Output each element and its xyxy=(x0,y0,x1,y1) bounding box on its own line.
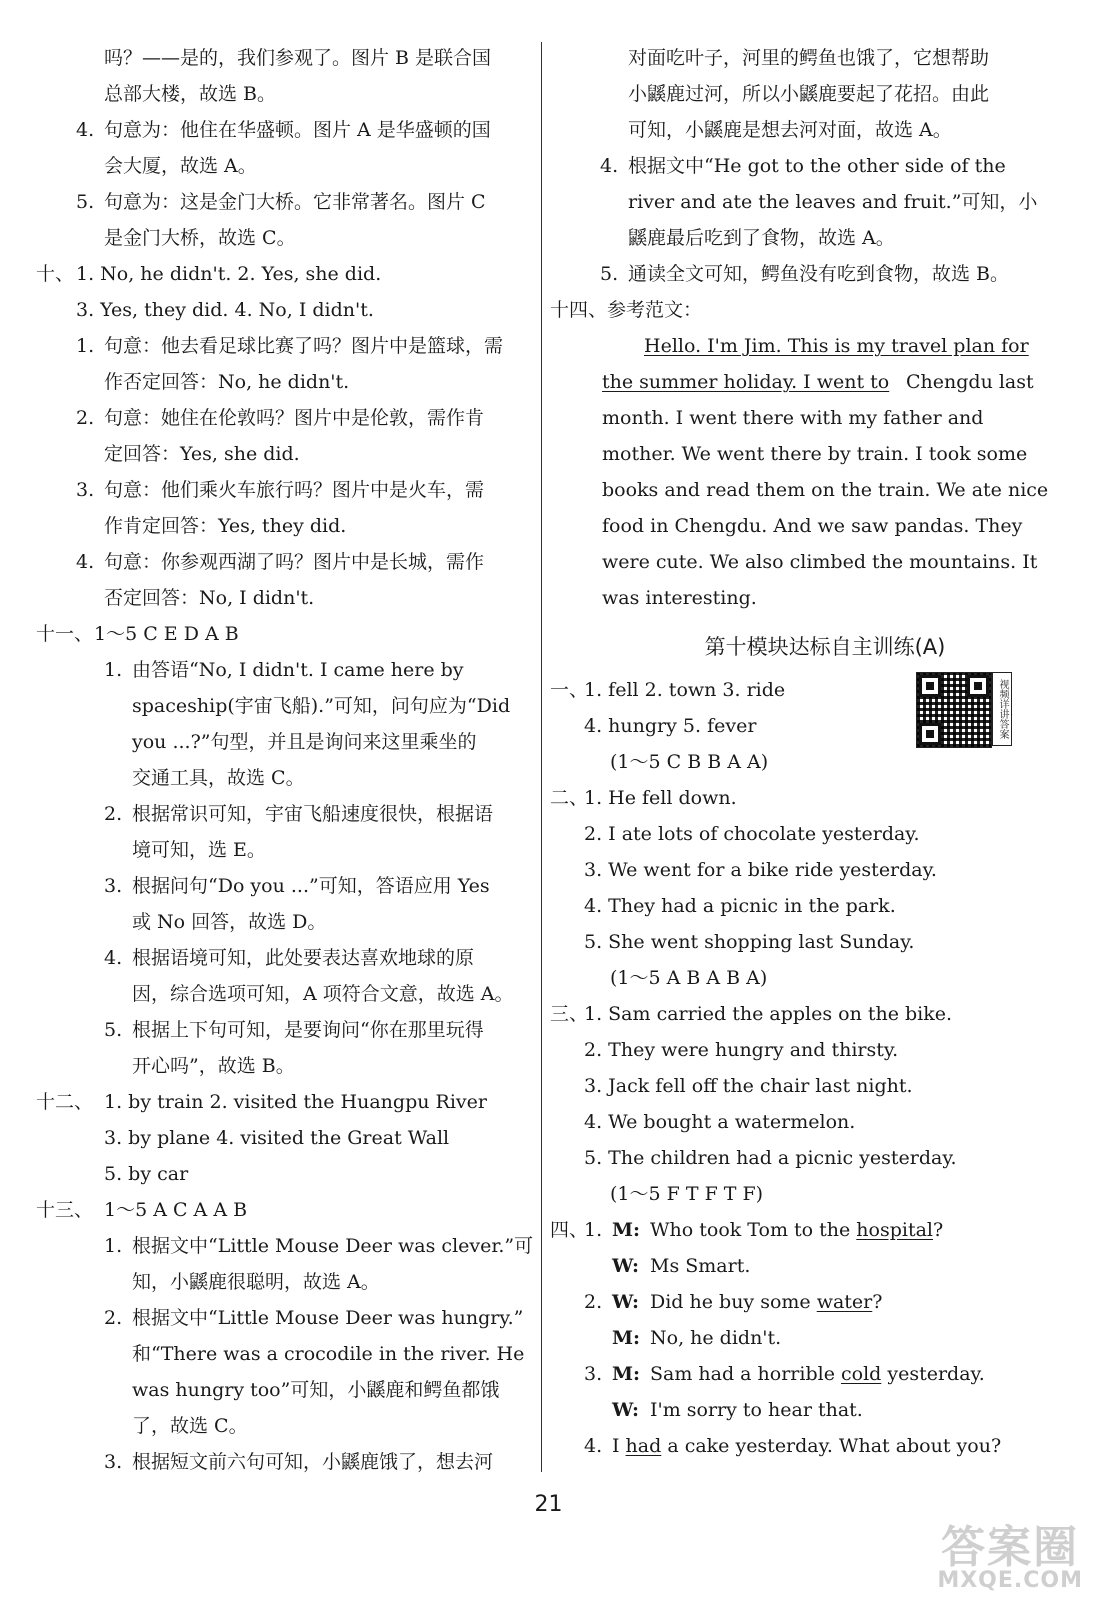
text-line: 作肯定回答：Yes, they did. xyxy=(104,515,347,537)
text-line: 对面吃叶子，河里的鳄鱼也饿了，它想帮助 xyxy=(628,47,990,69)
answer-item: 3. 句意：他们乘火车旅行吗？图片中是火车，需 xyxy=(76,479,485,501)
text-line: 5. by car xyxy=(104,1163,189,1185)
answer-item: 2. 根据常识可知，宇宙飞船速度很快，根据语 xyxy=(104,803,494,825)
text-line: was hungry too”可知，小鼷鹿和鳄鱼都饿 xyxy=(132,1379,500,1401)
text-line: 是金门大桥，故选 C。 xyxy=(104,227,296,249)
essay-line: Hello. I'm Jim. This is my travel plan for xyxy=(644,335,1029,357)
text-line: 5. She went shopping last Sunday. xyxy=(584,931,915,953)
section-13: 十三、 1～5 A C A A B xyxy=(36,1199,248,1221)
essay-line: mother. We went there by train. I took some xyxy=(602,443,1028,465)
essay-line: was interesting. xyxy=(602,587,757,609)
dialogue-line: M: No, he didn't. xyxy=(612,1327,782,1349)
section-4: 四、 1. M: Who took Tom to the hospital? xyxy=(550,1219,944,1241)
answer-item: 1. 根据文中“Little Mouse Deer was clever.”可 xyxy=(104,1235,534,1257)
text-line: 3. We went for a bike ride yesterday. xyxy=(584,859,937,881)
text-line: 和“There was a crocodile in the river. He xyxy=(132,1343,525,1365)
answer-item: 2. 句意：她住在伦敦吗？图片中是伦敦，需作肯 xyxy=(76,407,485,429)
answer-item: 5. 根据上下句可知，是要询问“你在那里玩得 xyxy=(104,1019,484,1041)
section-11: 十一、 1～5 C E D A B xyxy=(36,623,239,645)
right-column xyxy=(550,40,1049,1464)
essay-line: books and read them on the train. We ate nice xyxy=(602,479,1049,501)
text-line: 小鼷鹿过河，所以小鼷鹿要起了花招。由此 xyxy=(628,83,990,105)
text-line: 4. hungry 5. fever xyxy=(584,715,757,737)
qr-caption: 视频详讲答案 xyxy=(992,672,1012,746)
answer-item: 4. 根据语境可知，此处要表达喜欢地球的原 xyxy=(104,947,475,969)
text-line: (1～5 F T F T F) xyxy=(610,1183,764,1205)
answer-item: 3. 根据短文前六句可知，小鼷鹿饿了，想去河 xyxy=(104,1451,494,1473)
text-line: 吗？——是的，我们参观了。图片 B 是联合国 xyxy=(104,47,492,69)
text-line: 2. They were hungry and thirsty. xyxy=(584,1039,899,1061)
text-line: river and ate the leaves and fruit.”可知，小 xyxy=(628,191,1038,213)
text-line: 可知，小鼷鹿是想去河对面，故选 A。 xyxy=(628,119,952,141)
text-line: 总部大楼，故选 B。 xyxy=(104,83,277,105)
answer-item: 1. 句意：他去看足球比赛了吗？图片中是篮球，需 xyxy=(76,335,504,357)
answer-item: 4. 句意：你参观西湖了吗？图片中是长城，需作 xyxy=(76,551,485,573)
section-3: 三、 1. Sam carried the apples on the bike. xyxy=(550,1003,953,1025)
text-line: 鼷鹿最后吃到了食物，故选 A。 xyxy=(628,227,895,249)
essay-line: the summer holiday. I went to Chengdu last xyxy=(602,371,1034,393)
column-divider xyxy=(541,42,542,1472)
text-line: (1～5 A B A B A) xyxy=(610,967,768,989)
text-line: (1～5 C B B A A) xyxy=(610,751,769,773)
text-line: 4. We bought a watermelon. xyxy=(584,1111,856,1133)
section-title: 第十模块达标自主训练(A) xyxy=(704,635,946,659)
text-line: 4. They had a picnic in the park. xyxy=(584,895,896,917)
text-line: 定回答：Yes, she did. xyxy=(104,443,300,465)
watermark: 答案圈 MXQE.COM xyxy=(937,1522,1083,1593)
section-12: 十二、 1. by train 2. visited the Huangpu River xyxy=(36,1091,487,1113)
page-number: 21 xyxy=(534,1492,563,1517)
dialogue-line: W: I'm sorry to hear that. xyxy=(612,1399,863,1421)
essay-line: were cute. We also climbed the mountains. It xyxy=(602,551,1038,573)
answer-item: 1. 由答语“No, I didn't. I came here by xyxy=(104,659,464,681)
text-line: 3. Yes, they did. 4. No, I didn't. xyxy=(76,299,374,321)
text-line: 会大厦，故选 A。 xyxy=(104,155,257,177)
essay-line: food in Chengdu. And we saw pandas. They xyxy=(602,515,1023,537)
answer-item: 5. 句意为：这是金门大桥。它非常著名。图片 C xyxy=(76,191,486,213)
text-line: 作否定回答：No, he didn't. xyxy=(104,371,350,393)
text-line: 或 No 回答，故选 D。 xyxy=(132,911,327,933)
text-line: 否定回答：No, I didn't. xyxy=(104,587,315,609)
answer-item: 3. 根据问句“Do you ...”可知，答语应用 Yes xyxy=(104,875,490,897)
left-column xyxy=(36,40,532,1480)
text-line: 3. by plane 4. visited the Great Wall xyxy=(104,1127,450,1149)
answer-item: 4. 根据文中“He got to the other side of the xyxy=(600,155,1006,177)
text-line: you ...?”句型，并且是询问来这里乘坐的 xyxy=(132,731,477,753)
section-14: 十四、参考范文： xyxy=(550,299,703,321)
section-2: 二、 1. He fell down. xyxy=(550,787,737,809)
answer-item: 2. 根据文中“Little Mouse Deer was hungry.” xyxy=(104,1307,524,1329)
text-line: 因，综合选项可知，A 项符合文意，故选 A。 xyxy=(132,983,514,1005)
dialogue-line: 4. I had a cake yesterday. What about you? xyxy=(584,1435,1002,1457)
text-line: 知，小鼷鹿很聪明，故选 A。 xyxy=(132,1271,380,1293)
answer-item: 4. 句意为：他住在华盛顿。图片 A 是华盛顿的国 xyxy=(76,119,491,141)
text-line: 了，故选 C。 xyxy=(132,1415,248,1437)
essay-line: month. I went there with my father and xyxy=(602,407,984,429)
section-10: 十、 1. No, he didn't. 2. Yes, she did. xyxy=(36,263,382,285)
text-line: 开心吗”，故选 B。 xyxy=(132,1055,295,1077)
text-line: 境可知，选 E。 xyxy=(132,839,266,861)
dialogue-line: 3. M: Sam had a horrible cold yesterday. xyxy=(584,1363,985,1385)
answer-item: 5. 通读全文可知，鳄鱼没有吃到食物，故选 B。 xyxy=(600,263,1010,285)
text-line: 交通工具，故选 C。 xyxy=(132,767,305,789)
dialogue-line: W: Ms Smart. xyxy=(612,1255,751,1277)
sample-essay xyxy=(550,328,1049,616)
section-1: 一、 1. fell 2. town 3. ride xyxy=(550,679,786,701)
text-line: 5. The children had a picnic yesterday. xyxy=(584,1147,957,1169)
dialogue-line: 2. W: Did he buy some water? xyxy=(584,1291,883,1313)
text-line: 3. Jack fell off the chair last night. xyxy=(584,1075,913,1097)
text-line: spaceship(宇宙飞船).”可知，问句应为“Did xyxy=(132,695,511,717)
text-line: 2. I ate lots of chocolate yesterday. xyxy=(584,823,920,845)
